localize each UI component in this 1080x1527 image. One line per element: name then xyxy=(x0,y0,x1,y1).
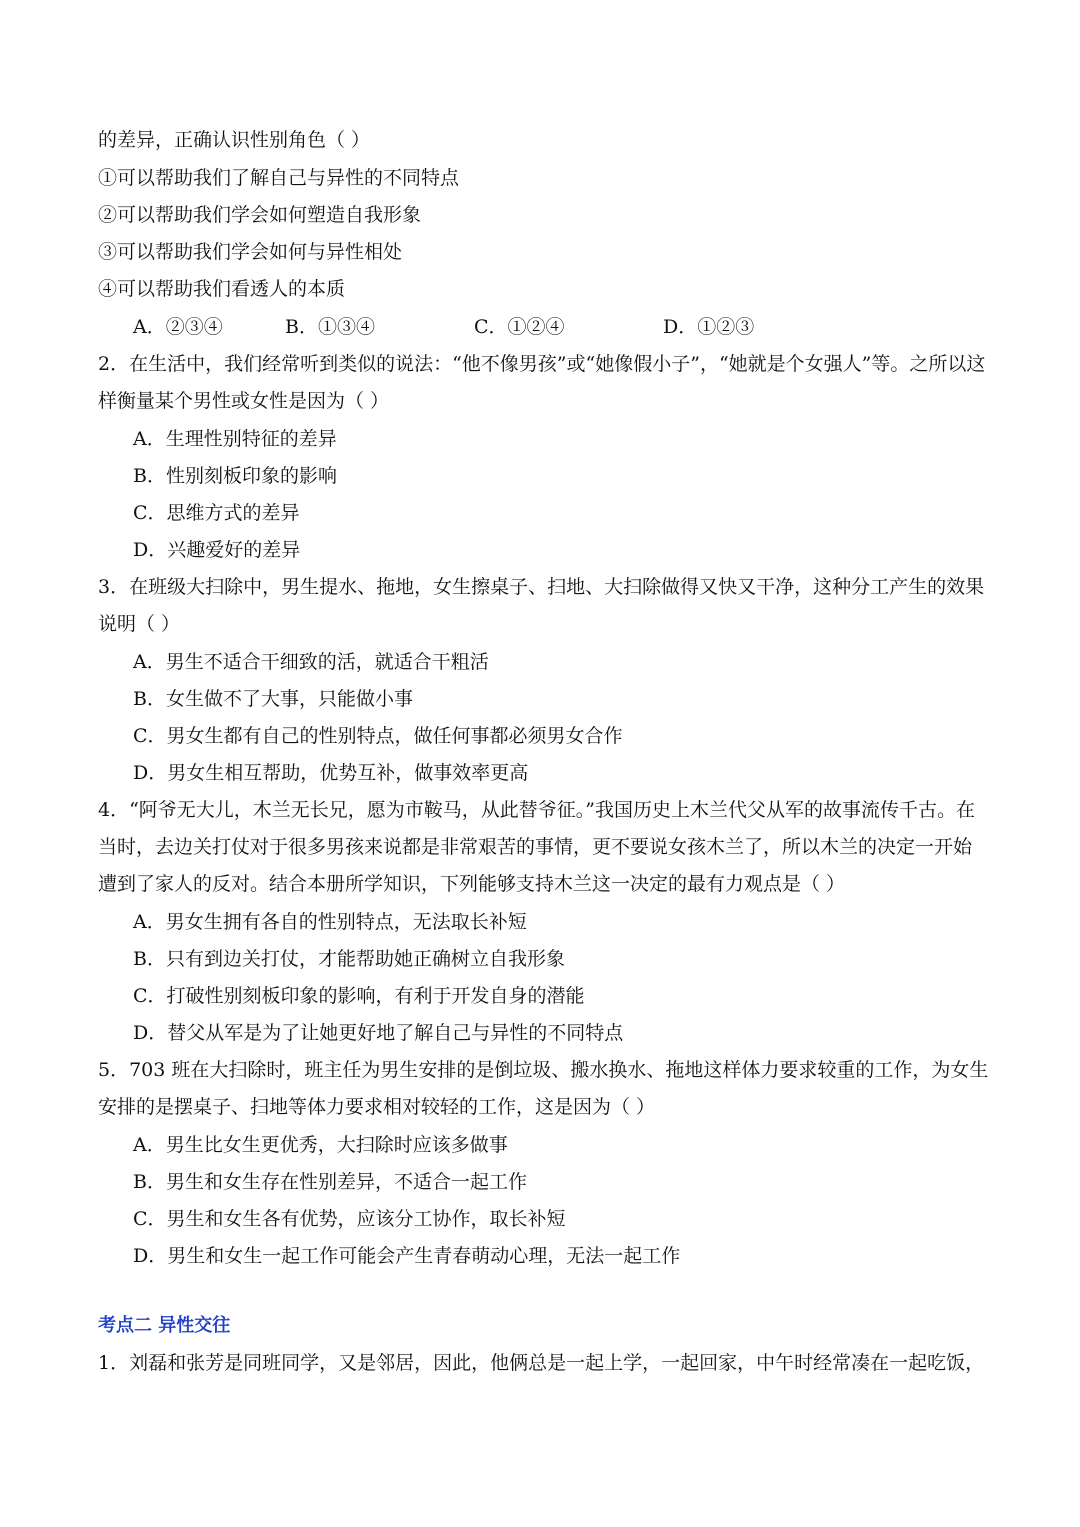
q4-stem-line-2: 当时，去边关打仗对于很多男孩来说都是非常艰苦的事情，更不要说女孩木兰了，所以木兰的决定一开始 xyxy=(98,836,973,858)
question-stem-tail: 的差异，正确认识性别角色（ ） xyxy=(98,129,371,151)
q4-option-a[interactable]: A．男女生拥有各自的性别特点，无法取长补短 xyxy=(133,911,527,933)
q3-option-b[interactable]: B．女生做不了大事，只能做小事 xyxy=(133,688,413,710)
q3-option-a[interactable]: A．男生不适合干细致的活，就适合干粗活 xyxy=(133,651,489,673)
q4-option-b[interactable]: B．只有到边关打仗，才能帮助她正确树立自我形象 xyxy=(133,948,565,970)
q5-option-d[interactable]: D．男生和女生一起工作可能会产生青春萌动心理，无法一起工作 xyxy=(133,1245,681,1267)
option-c[interactable]: C．①②④ xyxy=(474,316,565,338)
q5-stem-line-1: 5．703 班在大扫除时，班主任为男生安排的是倒垃圾、搬水换水、拖地这样体力要求较重的工作，为女生 xyxy=(98,1059,989,1081)
q4-stem-line-1: 4．“阿爷无大儿，木兰无长兄，愿为市鞍马，从此替爷征。”我国历史上木兰代父从军的故事流传千古。在 xyxy=(98,799,976,821)
statement-2: ②可以帮助我们学会如何塑造自我形象 xyxy=(98,204,422,226)
q4-stem-line-3: 遭到了家人的反对。结合本册所学知识，下列能够支持木兰这一决定的最有力观点是（ ） xyxy=(98,873,846,895)
statement-4: ④可以帮助我们看透人的本质 xyxy=(98,278,346,300)
statement-3: ③可以帮助我们学会如何与异性相处 xyxy=(98,241,403,263)
q2-option-a[interactable]: A．生理性别特征的差异 xyxy=(133,428,337,450)
q2-stem-line-1: 2．在生活中，我们经常听到类似的说法：“他不像男孩”或“她像假小子”，“她就是个女强人”等。之所以这 xyxy=(98,353,986,375)
q2-option-b[interactable]: B．性别刻板印象的影响 xyxy=(133,465,337,487)
q2-stem-line-2: 样衡量某个男性或女性是因为（ ） xyxy=(98,390,390,412)
section2-q1-stem-line-1: 1．刘磊和张芳是同班同学，又是邻居，因此，他俩总是一起上学，一起回家，中午时经常凑在一起吃饭， xyxy=(98,1352,985,1374)
option-d[interactable]: D．①②③ xyxy=(663,316,755,338)
section-heading: 考点二 异性交往 xyxy=(98,1315,231,1336)
q5-option-c[interactable]: C．男生和女生各有优势，应该分工协作，取长补短 xyxy=(133,1208,566,1230)
q3-option-c[interactable]: C．男女生都有自己的性别特点，做任何事都必须男女合作 xyxy=(133,725,623,747)
options-row xyxy=(0,315,1080,339)
q2-option-c[interactable]: C．思维方式的差异 xyxy=(133,502,300,524)
statement-1: ①可以帮助我们了解自己与异性的不同特点 xyxy=(98,167,460,189)
q5-option-b[interactable]: B．男生和女生存在性别差异，不适合一起工作 xyxy=(133,1171,527,1193)
q3-option-d[interactable]: D．男女生相互帮助，优势互补，做事效率更高 xyxy=(133,762,529,784)
q5-stem-line-2: 安排的是摆桌子、扫地等体力要求相对较轻的工作，这是因为（ ） xyxy=(98,1096,656,1118)
option-b[interactable]: B．①③④ xyxy=(285,316,375,338)
q5-option-a[interactable]: A．男生比女生更优秀，大扫除时应该多做事 xyxy=(133,1134,508,1156)
q2-option-d[interactable]: D．兴趣爱好的差异 xyxy=(133,539,301,561)
q3-stem-line-2: 说明（ ） xyxy=(98,613,181,635)
q4-option-d[interactable]: D．替父从军是为了让她更好地了解自己与异性的不同特点 xyxy=(133,1022,624,1044)
option-a[interactable]: A．②③④ xyxy=(133,316,223,338)
q3-stem-line-1: 3．在班级大扫除中，男生提水、拖地，女生擦桌子、扫地、大扫除做得又快又干净，这种分工产生的效果 xyxy=(98,576,985,598)
q4-option-c[interactable]: C．打破性别刻板印象的影响，有利于开发自身的潜能 xyxy=(133,985,585,1007)
